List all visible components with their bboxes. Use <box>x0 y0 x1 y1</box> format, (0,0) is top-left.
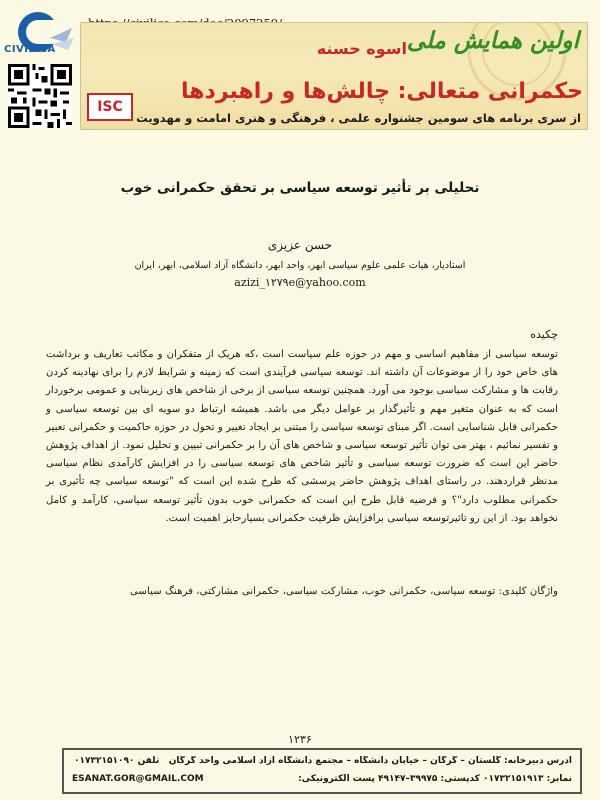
page-number: ۱۲۳۶ <box>288 733 312 746</box>
conference-script-title: اولین همایش ملی <box>406 27 579 54</box>
footer-address: آدرس دبیرخانه: گلستان – گرگان – خیابان دانشگاه – مجتمع دانشگاه آزاد اسلامی واحد گرگان <box>168 756 572 766</box>
conference-subtitle: از سری برنامه های سومین جشنواره علمی ، فرهنگی و هنری امامت و مهدویت <box>136 111 581 125</box>
civilica-logo-text: CIVILICA <box>4 44 56 55</box>
author-email[interactable]: azizi_۱۲۷۹e@yahoo.com <box>234 276 366 289</box>
footer-email[interactable]: ESANAT.GOR@GMAIL.COM <box>72 774 204 784</box>
footer-phone: تلفن ۰۱۷۳۲۱۵۱۰۹۰ <box>74 756 160 766</box>
conference-osve-label: اسوه حسنه <box>316 39 407 58</box>
paper-affiliation: استادیار، هیات علمی علوم سیاسی ابهر، واحد ابهر، دانشگاه آزاد اسلامی، ابهر، ایران <box>134 260 466 271</box>
civilica-logo-icon[interactable] <box>6 8 76 64</box>
keywords: واژگان کلیدی: توسعه سیاسی، حکمرانی خوب، مشارکت سیاسی، حکمرانی مشارکتی، فرهنگ سیاسی <box>130 586 558 597</box>
secretariat-footer <box>62 748 582 794</box>
paper-title: تحلیلی بر تأثیر توسعه سیاسی بر تحقق حکمرانی خوب <box>120 180 480 196</box>
isc-logo: ISC <box>87 93 133 121</box>
conference-title: حکمرانی متعالی: چالش‌ها و راهبردها <box>181 79 583 104</box>
conference-banner <box>80 22 588 130</box>
footer-fax-postal: نمابر: ۰۱۷۳۲۱۵۱۹۱۳ کدپستی: ۳۹۹۷۵–۴۹۱۴۷ پست الکترونیکی: <box>298 774 572 784</box>
paper-author: حسن عزیزی <box>267 238 333 252</box>
abstract-heading: چکیده <box>530 328 558 341</box>
abstract-text: توسعه سیاسی از مفاهیم اساسی و مهم در حوزه علم سیاست است ،که هریک از متفکران و مکاتب تعاریف و برداشت های خاص خود را از موضوعات آن داشته اند. توسعه سیاسی فرآیندی است که زمینه و شرایط لازم را برای نهادینه کردن رقابت ها و مشارکت سیاسی بوجود می آورد. همچنین توسعه سیاسی از برخی از شاخص های زیربنایی و عمومی برخوردار است که به عنوان متغیر مهم و تأثیرگذار بر عوامل دیگر می باشد. همیشه ارتباط دو سویه ای بین توسعه سیاسی و حکمرانی قابل شناسایی است. اگر مبنای توسعه سیاسی را مبتنی بر ایجاد تغییر و تحول در حوزه حاکمیت و حکمرانی تعبیر و تفسیر نمائیم ، بهتر می توان تأثیر توسعه سیاسی و شاخص های آن را بر حکمرانی تبیین و تحلیل نمود. از اهداف پژوهش حاضر این است که ضرورت توسعه سیاسی و تأثیر شاخص های توسعه سیاسی را در افزایش کارآمدی نظام سیاسی مدنظر قراردهند. در راستای اهداف پژوهش حاضر پرسشی که طرح شده این است که "توسعه سیاسی چه تأثیری بر حکمرانی مطلوب دارد"؟ و فرضیه قابل طرح این است که حکمرانی خوب بدون تأثیر توسعه سیاسی، کارآمد و کامل نخواهد بود. از این رو تاثیرتوسعه سیاسی برافزایش ظرفیت حکمرانی بسیارحایز اهمیت است. <box>46 349 558 524</box>
qr-code-icon <box>8 64 72 128</box>
